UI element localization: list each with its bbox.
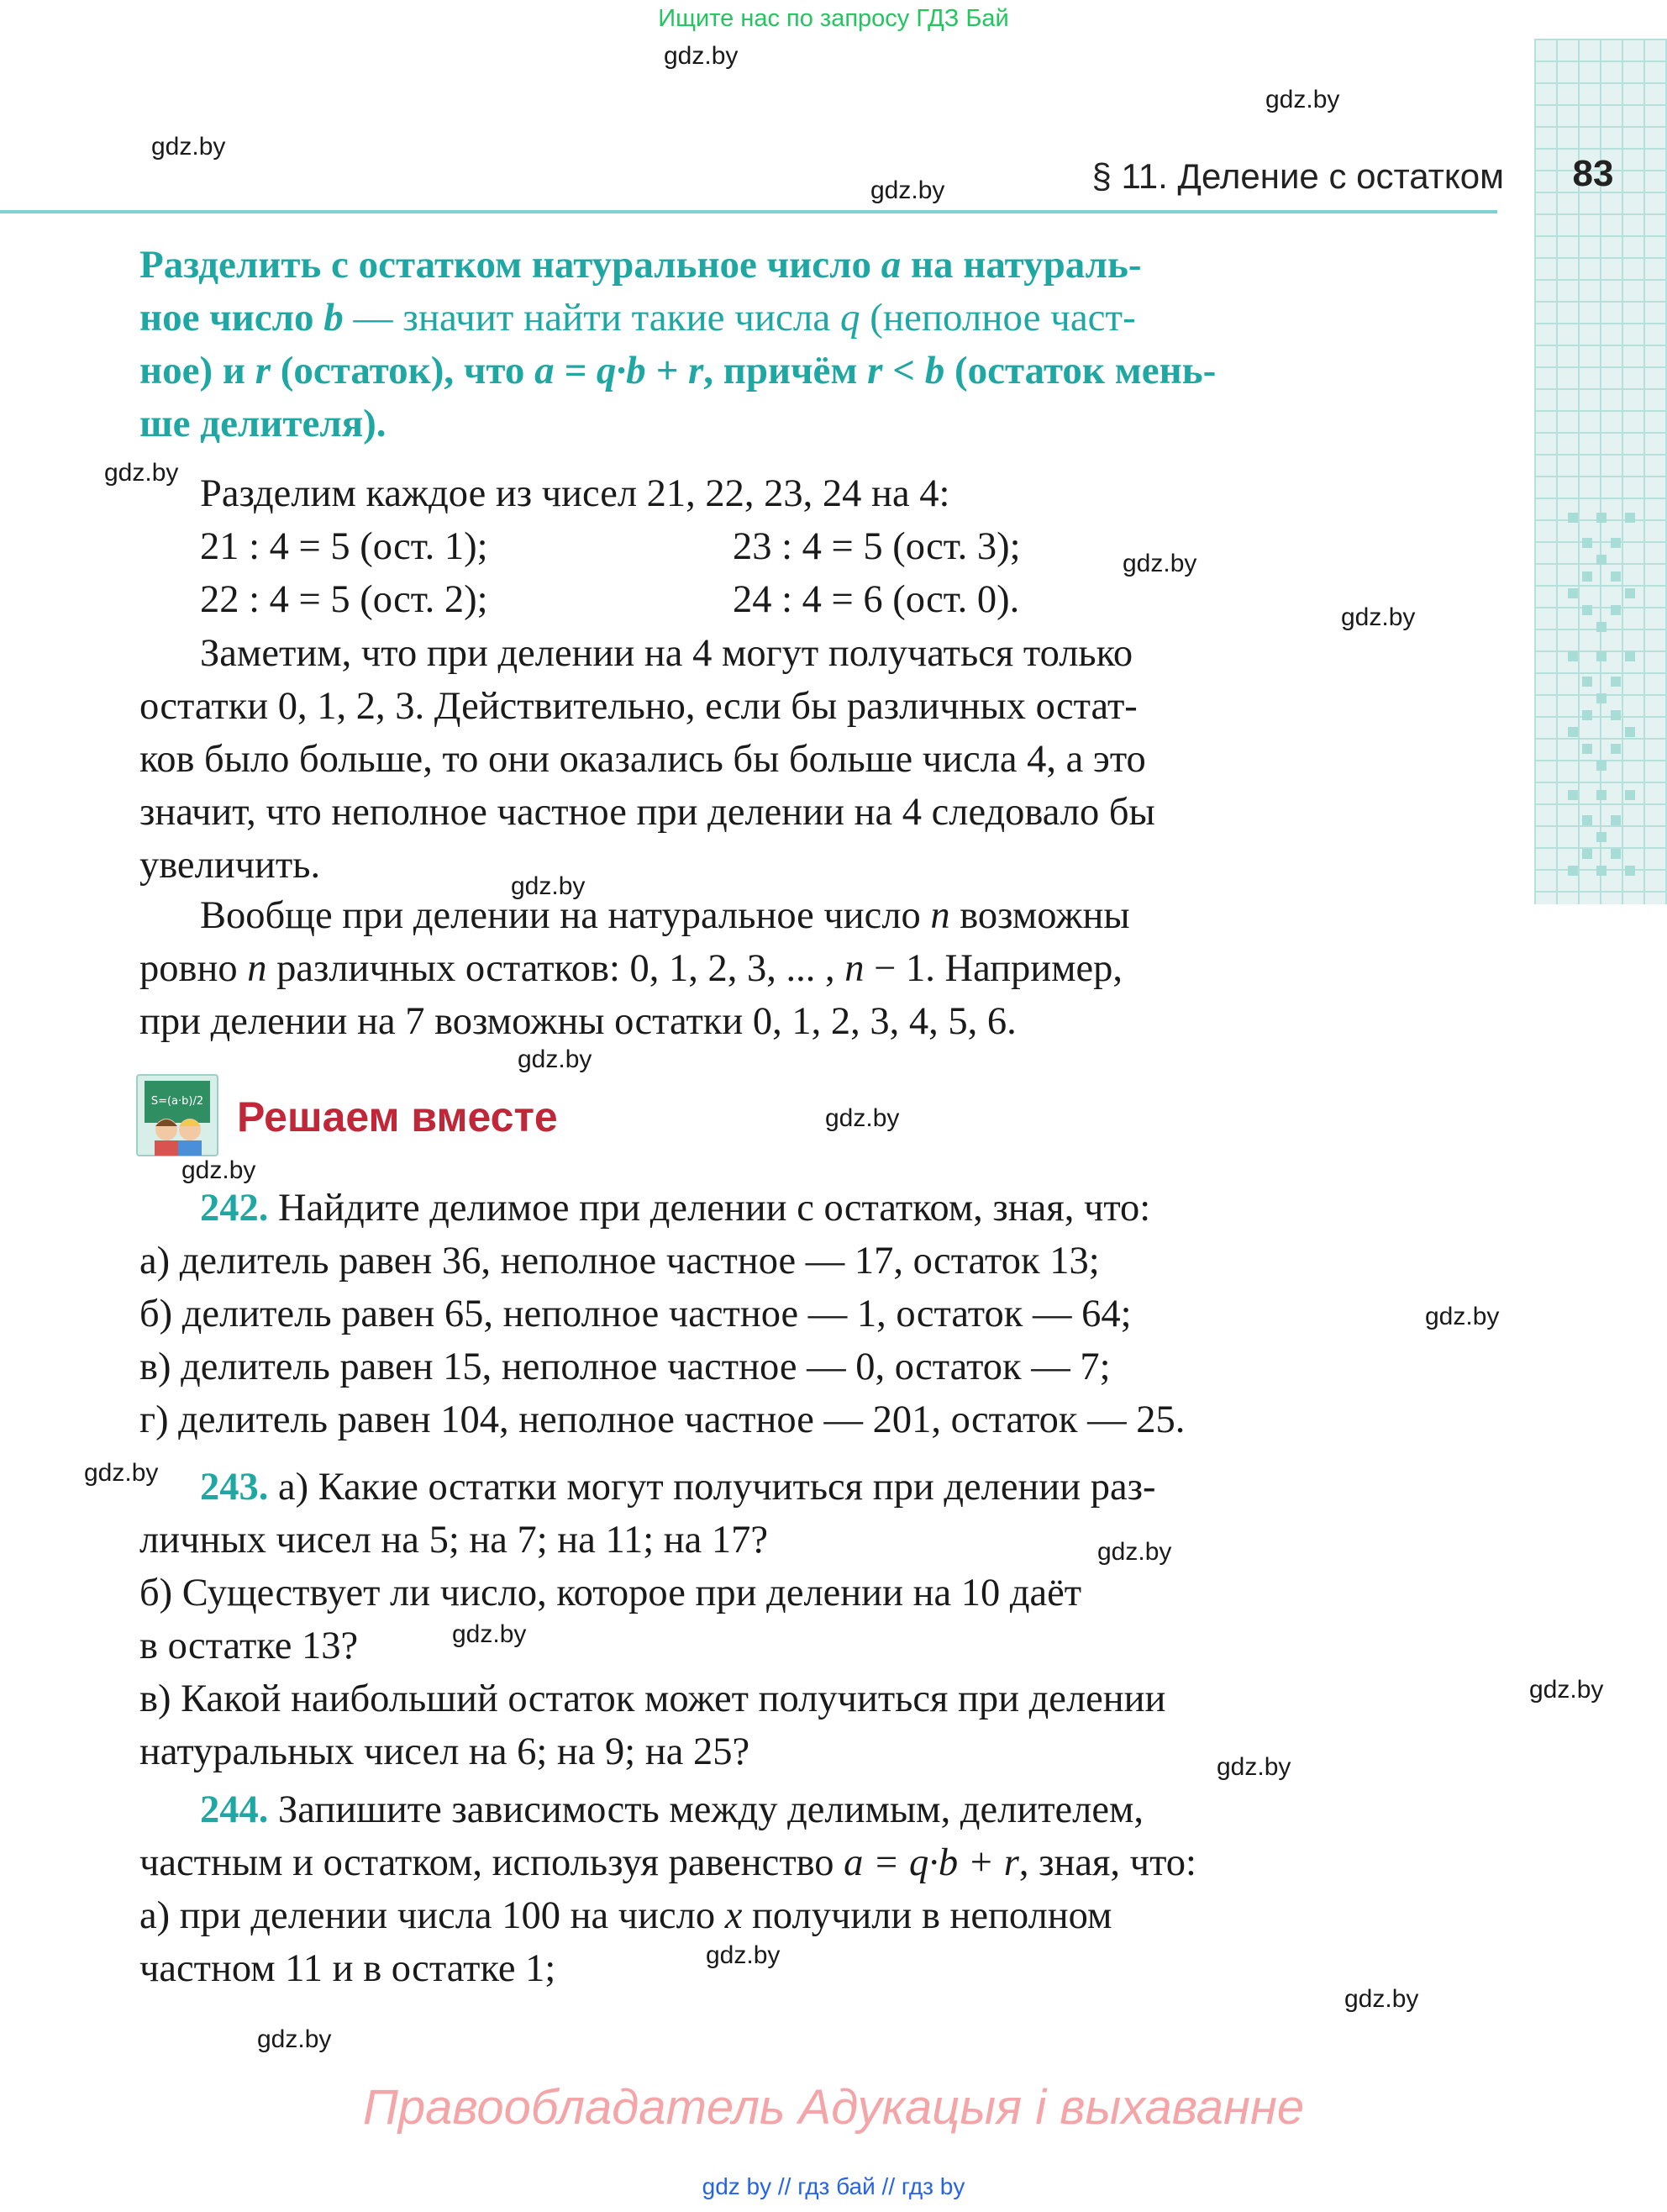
watermark: gdz.by — [870, 176, 945, 204]
watermark: gdz.by — [1344, 1985, 1419, 2013]
watermark: gdz.by — [452, 1620, 527, 1648]
watermark: gdz.by — [1529, 1676, 1604, 1704]
watermark: gdz.by — [1425, 1303, 1500, 1330]
task-item: в) делитель равен 15, неполное частное — 0, остаток — 7; — [139, 1346, 1111, 1388]
task-item: б) Существует ли число, которое при делении на 10 даёт — [139, 1572, 1082, 1614]
section-title: Решаем вместе — [237, 1093, 558, 1140]
example-column-1 — [200, 520, 488, 626]
watermark: gdz.by — [1097, 1538, 1172, 1566]
watermark: gdz.by — [181, 1156, 256, 1184]
watermark: gdz.by — [664, 42, 739, 70]
task-242: 242. Найдите делимое при делении с остатком, зная, что: а) делитель равен 36, неполное частное — 17, остаток 13; б) делитель равен 65, неполное частное — 1, остаток — 64; в) делитель равен 15, неполное частное — 0, остаток — 7; г) делитель равен 104, неполное частное — 201, остаток — 25. — [139, 1182, 1494, 1446]
example-line: 21 : 4 = 5 (ост. 1); — [200, 525, 488, 568]
running-head: § 11. Деление с остатком — [1091, 156, 1504, 196]
example-intro: Разделим каждое из чисел 21, 22, 23, 24 на 4: — [200, 472, 950, 515]
page-number: 83 — [1572, 153, 1614, 194]
task-item: в) Какой наибольший остаток может получиться при делении — [139, 1677, 1166, 1720]
task-item: г) делитель равен 104, неполное частное — 201, остаток — 25. — [139, 1398, 1186, 1441]
watermark: gdz.by — [151, 133, 226, 161]
task-number: 242. — [200, 1187, 269, 1230]
paragraph-general: Вообще при делении на натуральное число n возможны ровно n различных остатков: 0, 1, 2, 3, ... , n − 1. Например, при делении на 7 возможны остатки 0, 1, 2, 3, 4, 5, 6. — [139, 894, 1130, 1043]
task-number: 244. — [200, 1788, 269, 1831]
example-line: 23 : 4 = 5 (ост. 3); — [733, 525, 1021, 568]
example-column-2 — [733, 520, 1021, 626]
watermark: gdz.by — [104, 459, 179, 487]
watermark: gdz.by — [511, 872, 586, 900]
task-number: 243. — [200, 1466, 269, 1509]
watermark: gdz.by — [84, 1459, 159, 1487]
watermark: gdz.by — [706, 1941, 781, 1969]
watermark: gdz.by — [1217, 1753, 1291, 1781]
ornament-icon — [1559, 504, 1643, 891]
footer-links[interactable]: gdz by // гдз бай // гдз by — [702, 2173, 965, 2199]
watermark: gdz.by — [1341, 603, 1416, 631]
task-243: 243. а) Какие остатки могут получиться при делении раз- личных чисел на 5; на 7; на 11; на 17? б) Существует ли число, которое при делении на 10 даёт в остатке 13? в) Какой наибольший остаток может получиться при делении натуральных чисел на 6; на 9; на 25? — [139, 1461, 1494, 1778]
example-line: 24 : 4 = 6 (ост. 0). — [733, 578, 1020, 621]
definition-block: Разделить с остатком натуральное число a на натураль- ное число b — значит найти такие числа q (неполное част- ное) и r (остаток), что a = q·b + r, причём r < b (остаток мень- ше делителя). — [139, 243, 1217, 445]
watermark: gdz.by — [257, 2025, 332, 2053]
task-244: 244. Запишите зависимость между делимым, делителем, частным и остатком, используя равенство a = q·b + r, зная, что: а) при делении числа 100 на число x получили в неполном частном 11 и в остатке 1; — [139, 1788, 1196, 1990]
watermark: gdz.by — [825, 1104, 900, 1132]
top-search-banner[interactable]: Ищите нас по запросу ГДЗ Бай — [658, 5, 1009, 32]
paragraph-remainders: Заметим, что при делении на 4 могут получаться только остатки 0, 1, 2, 3. Действительно, если бы различных остат- ков было больше, то они оказались бы больше числа 4, а это значит, что неполное частное при делении на 4 следовало бы увеличить. — [139, 632, 1155, 887]
watermark: gdz.by — [518, 1045, 592, 1073]
svg-text:S=(a·b)/2: S=(a·b)/2 — [150, 1095, 204, 1108]
copyright-holder: Правообладатель Адукацыя і выхаванне — [362, 2080, 1305, 2135]
definition-text: Разделить с остатком натуральное число — [139, 243, 881, 287]
header-divider — [0, 210, 1497, 213]
task-item: б) делитель равен 65, неполное частное — 1, остаток — 64; — [139, 1293, 1132, 1335]
example-line: 22 : 4 = 5 (ост. 2); — [200, 578, 488, 621]
task-item: а) делитель равен 36, неполное частное — 17, остаток 13; — [139, 1240, 1100, 1282]
chalkboard-kids-icon — [136, 1074, 218, 1156]
watermark: gdz.by — [1123, 550, 1197, 577]
watermark: gdz.by — [1265, 86, 1340, 113]
